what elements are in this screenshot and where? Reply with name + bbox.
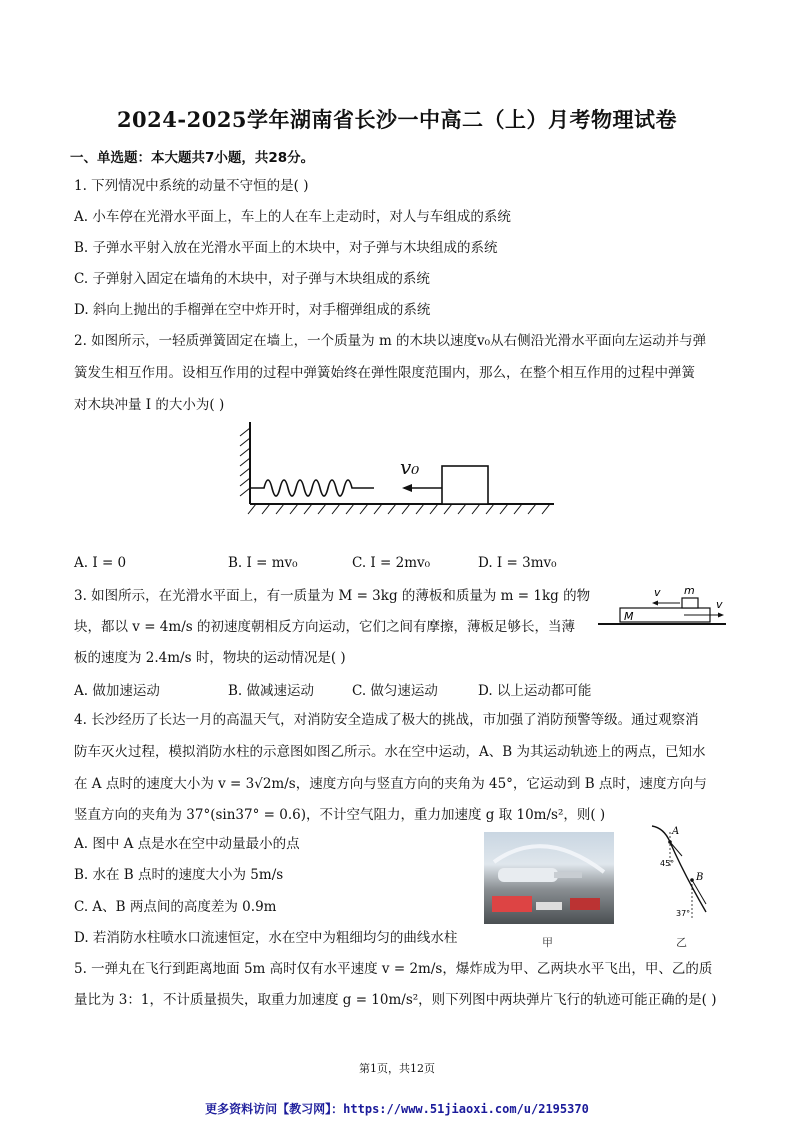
q3-stem-line3: 板的速度为 2.4m/s 时，物块的运动情况是( ) [74,650,346,666]
q2-stem-line2: 簧发生相互作用。设相互作用的过程中弹簧始终在弹性限度范围内，那么，在整个相互作用的过程中弹簧 [74,365,695,381]
q2-option-b: B. I = mv₀ [228,555,298,571]
q1-option-a: A. 小车停在光滑水平面上，车上的人在车上走动时，对人与车组成的系统 [74,209,511,225]
q3-stem-line2: 块，都以 v = 4m/s 的初速度朝相反方向运动，它们之间有摩擦，薄板足够长，当薄 [74,619,575,635]
q5-stem-line1: 5. 一弹丸在飞行到距离地面 5m 高时仅有水平速度 v = 2m/s，爆炸成为甲、乙两块水平飞出，甲、乙的质 [74,961,713,977]
q4-stem-line1: 4. 长沙经历了长达一月的高温天气，对消防安全造成了极大的挑战，市加强了消防预警等级。通过观察消 [74,712,699,728]
q3-option-a: A. 做加速运动 [74,683,160,699]
svg-text:37°: 37° [676,909,691,918]
velocity-label: v₀ [400,455,420,479]
spring-coil [250,480,374,496]
q3-stem-line1: 3. 如图所示，在光滑水平面上，有一质量为 M = 3kg 的薄板和质量为 m = 1kg 的物 [74,588,591,604]
caption-jia: 甲 [542,936,553,949]
q4-option-b: B. 水在 B 点时的速度大小为 5m/s [74,867,284,883]
q2-option-a: A. I = 0 [74,555,127,571]
q4-option-c: C. A、B 两点间的高度差为 0.9m [74,899,277,915]
q1-option-c: C. 子弹射入固定在墙角的木块中，对子弹与木块组成的系统 [74,271,430,287]
trajectory-diagram [640,822,720,926]
svg-text:A: A [672,826,680,837]
section-heading: 一、单选题：本大题共7小题，共28分。 [70,150,315,166]
q3-option-c: C. 做匀速运动 [352,683,438,699]
spring-block-diagram [236,420,556,520]
q4-stem-line3: 在 A 点时的速度大小为 v = 3√2m/s，速度方向与竖直方向的夹角为 45°，它运动到 B 点时，速度方向与 [74,776,707,792]
page-title: 2024-2025学年湖南省长沙一中高二（上）月考物理试卷 [116,107,678,132]
q4-stem-line4: 竖直方向的夹角为 37°(sin37° = 0.6)，不计空气阻力，重力加速度 g 取 10m/s²，则( ) [74,807,606,823]
q3-option-d: D. 以上运动都可能 [478,683,592,699]
q5-stem-line2: 量比为 3：1，不计质量损失，取重力加速度 g = 10m/s²，则下列图中两块弹片飞行的轨迹可能正确的是( ) [74,992,717,1008]
plate-block-diagram [596,580,730,636]
svg-text:m: m [684,584,695,597]
caption-yi: 乙 [676,936,687,949]
svg-text:45°: 45° [660,859,675,868]
q1-stem: 1. 下列情况中系统的动量不守恒的是( ) [74,178,309,194]
svg-text:M: M [624,610,634,623]
q2-stem-line1: 2. 如图所示，一轻质弹簧固定在墙上，一个质量为 m 的木块以速度v₀从右侧沿光滑水平面向左运动并与弹 [74,333,707,349]
q2-option-d: D. I = 3mv₀ [478,555,557,571]
svg-text:v: v [716,598,723,611]
svg-text:v: v [654,586,661,599]
q2-option-c: C. I = 2mv₀ [352,555,431,571]
q1-option-d: D. 斜向上抛出的手榴弹在空中炸开时，对手榴弹组成的系统 [74,302,431,318]
q4-option-d: D. 若消防水柱喷水口流速恒定，水在空中为粗细均匀的曲线水柱 [74,930,458,946]
svg-text:B: B [696,872,704,883]
block [442,466,488,504]
fire-truck-photo [484,832,614,924]
source-link[interactable]: 更多资料访问【教习网】：https://www.51jiaoxi.com/u/2195370 [205,1102,589,1116]
page-footer: 第1页，共12页 [359,1062,435,1075]
q4-option-a: A. 图中 A 点是水在空中动量最小的点 [74,836,300,852]
q2-stem-line3: 对木块冲量 I 的大小为( ) [74,397,225,413]
q1-option-b: B. 子弹水平射入放在光滑水平面上的木块中，对子弹与木块组成的系统 [74,240,498,256]
q4-stem-line2: 防车灭火过程，模拟消防水柱的示意图如图乙所示。水在空中运动，A、B 为其运动轨迹上的两点，已知水 [74,744,706,760]
q3-option-b: B. 做减速运动 [228,683,315,699]
